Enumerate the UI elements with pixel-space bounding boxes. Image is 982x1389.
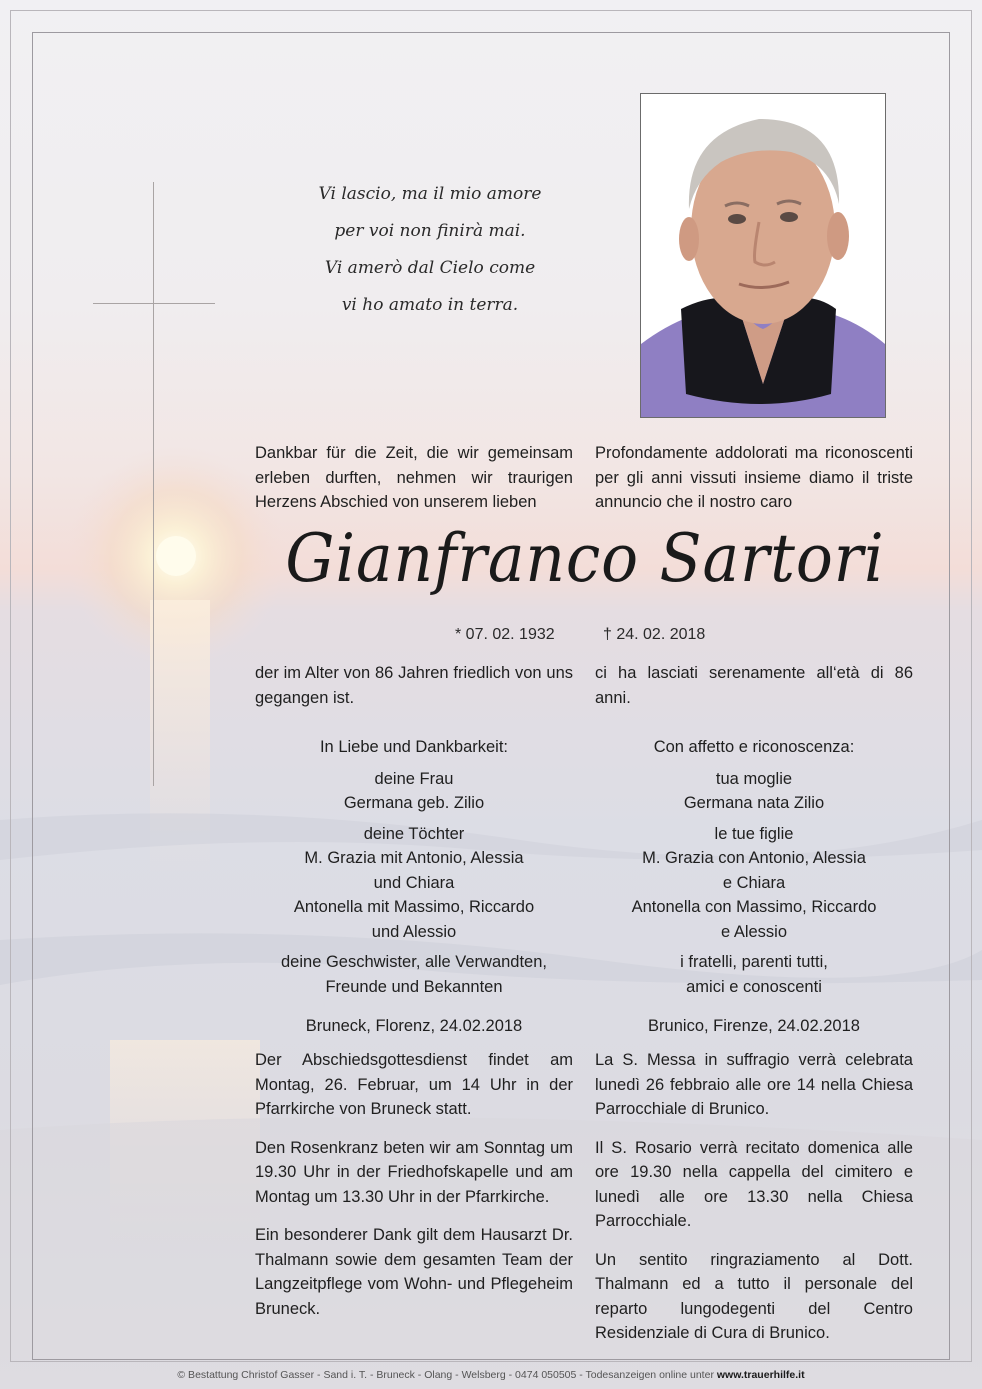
- place-date: Brunico, Firenze, 24.02.2018: [648, 1017, 860, 1035]
- mourner-line: e Chiara: [722, 873, 786, 892]
- mourner-line: deine Geschwister, alle Verwandten,: [281, 953, 547, 971]
- poem-line: per voi non finirà mai.: [334, 221, 526, 241]
- death-date: † 24. 02. 2018: [603, 626, 706, 643]
- mourner-line: i fratelli, parenti tutti,: [680, 953, 828, 971]
- poem-line: Vi lascio, ma il mio amore: [318, 184, 542, 204]
- mourner-line: und Chiara: [373, 873, 455, 892]
- mourners-german: [255, 735, 573, 1039]
- intro-german: Dankbar für die Zeit, die wir gemeinsam erleben durften, nehmen wir traurigen Herzens Abschied von unserem lieben: [255, 444, 573, 511]
- funeral-mass-text: La S. Messa in suffragio verrà celebrata lunedì 26 febbraio alle ore 14 nella Chiesa Parrocchiale di Brunico.: [595, 1051, 913, 1118]
- poem-line: vi ho amato in terra.: [341, 295, 519, 315]
- portrait-photo: [640, 93, 886, 418]
- mourner-line: M. Grazia con Antonio, Alessia: [642, 849, 866, 867]
- mourner-line: Germana nata Zilio: [683, 794, 825, 812]
- portrait-illustration: [641, 94, 885, 417]
- thanks-text: Ein besonderer Dank gilt dem Hausarzt Dr. Thalmann sowie dem gesamten Team der Langzeitpflege vom Wohn- und Pflegeheim Bruneck.: [255, 1226, 573, 1318]
- mourners-heading: Con affetto e riconoscenza:: [653, 738, 855, 756]
- mourner-line: M. Grazia mit Antonio, Alessia: [304, 849, 524, 867]
- mourner-line: Antonella mit Massimo, Riccardo: [293, 898, 535, 916]
- mourner-line: e Alessio: [720, 922, 788, 941]
- mourner-line: tua moglie: [715, 769, 793, 788]
- mourner-line: und Alessio: [371, 922, 457, 941]
- poem-line: Vi amerò dal Cielo come: [324, 258, 536, 278]
- funeral-mass-text: Der Abschiedsgottesdienst findet am Montag, 26. Februar, um 14 Uhr in der Pfarrkirche von Bruneck statt.: [255, 1051, 573, 1118]
- mourner-line: Freunde und Bekannten: [325, 977, 503, 996]
- cross-horizontal-bar: [93, 303, 215, 304]
- info-german: [255, 1048, 573, 1335]
- mourner-line: amici e conoscenti: [686, 977, 822, 996]
- mourner-line: Antonella con Massimo, Riccardo: [631, 898, 877, 916]
- rosary-text: Il S. Rosario verrà recitato domenica alle ore 19.30 nella cappella del cimitero e lunedì alle ore 13.30 nella Chiesa Parrocchiale.: [595, 1138, 913, 1230]
- age-german: der im Alter von 86 Jahren friedlich von uns gegangen ist.: [255, 664, 573, 707]
- info-italian: [595, 1048, 913, 1360]
- age-italian: ci ha lasciati serenamente all‘età di 86 anni.: [595, 664, 913, 707]
- mourners-italian: [595, 735, 913, 1039]
- deceased-name: Gianfranco Sartori: [285, 520, 885, 597]
- cross-vertical-bar: [153, 182, 154, 786]
- poem-verse: [275, 176, 585, 324]
- mourner-line: le tue figlie: [714, 824, 794, 843]
- thanks-text: Un sentito ringraziamento al Dott. Thalmann ed a tutto il personale del reparto lungodegenti del Centro Residenziale di Cura di Brunico.: [595, 1250, 913, 1342]
- footer-credits: [0, 1369, 982, 1381]
- intro-italian: Profondamente addolorati ma riconoscenti per gli anni vissuti insieme diamo il triste annuncio che il nostro caro: [595, 444, 913, 511]
- mourner-line: deine Frau: [374, 769, 454, 788]
- mourner-line: deine Töchter: [363, 824, 465, 843]
- mourners-heading: In Liebe und Dankbarkeit:: [319, 738, 509, 756]
- footer-text: © Bestattung Christof Gasser - Sand i. T. - Bruneck - Olang - Welsberg - 0474 050505 - Todesanzeigen online unter: [177, 1369, 714, 1381]
- rosary-text: Den Rosenkranz beten wir am Sonntag um 19.30 Uhr in der Friedhofskapelle und am Montag um 13.30 Uhr in der Pfarrkirche.: [255, 1138, 573, 1206]
- birth-date: * 07. 02. 1932: [455, 626, 555, 643]
- mourner-line: Germana geb. Zilio: [343, 794, 485, 812]
- place-date: Bruneck, Florenz, 24.02.2018: [305, 1017, 523, 1035]
- footer-website-link[interactable]: www.trauerhilfe.it: [716, 1369, 805, 1381]
